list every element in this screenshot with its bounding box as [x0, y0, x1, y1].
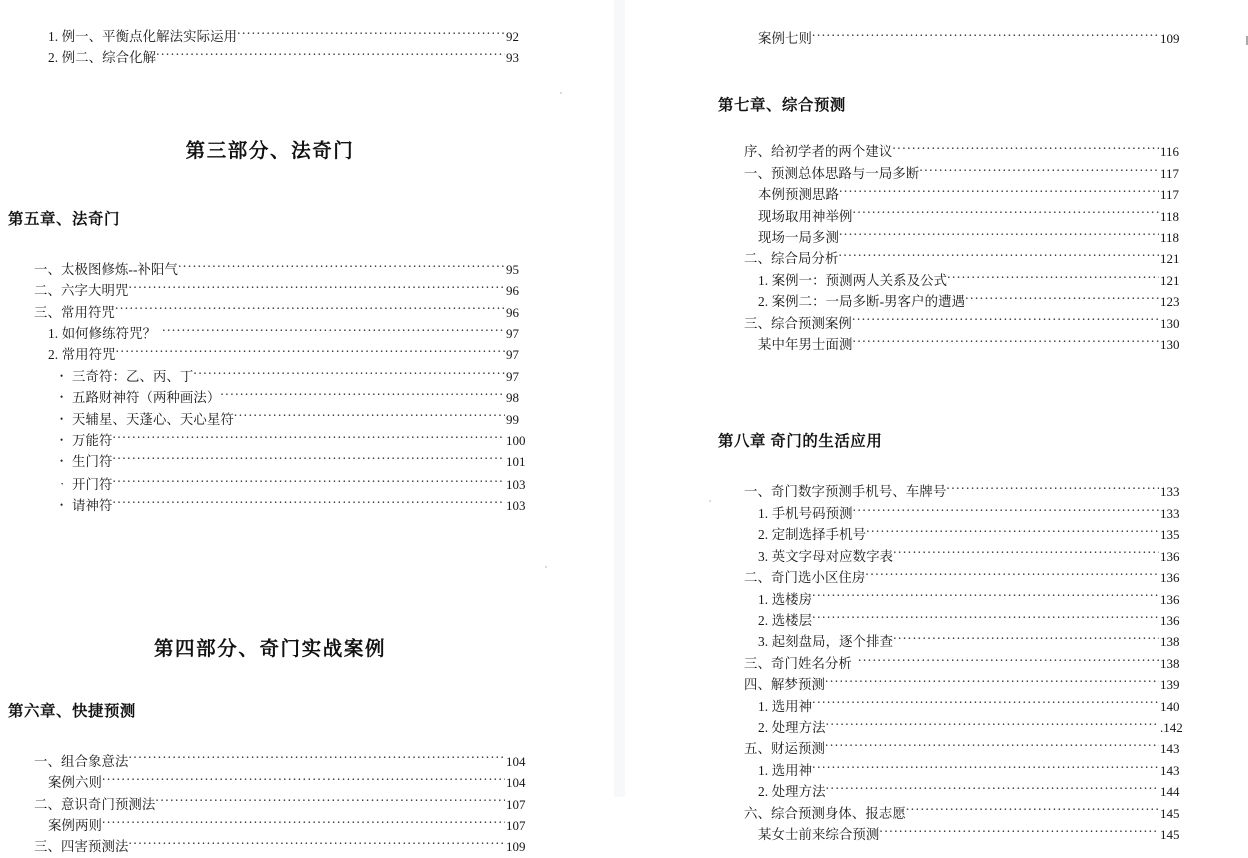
toc-dot-leader	[102, 774, 505, 787]
toc-entry-label: 六、综合预测身体、报志愿	[744, 805, 906, 821]
toc-entry[interactable]	[0, 387, 540, 408]
toc-entry-label: 2. 定制选择手机号	[758, 527, 867, 543]
toc-entry-label: 2. 处理方法	[758, 784, 826, 800]
toc-entry-group	[0, 259, 540, 517]
toc-entry-group	[710, 28, 1194, 49]
toc-entry-label: 2. 案例二：一局多断-男客户的遭遇	[758, 294, 966, 310]
toc-page-number: 144	[1160, 784, 1180, 800]
spacer	[0, 721, 540, 751]
toc-dot-leader	[893, 633, 1159, 646]
toc-dot-leader	[919, 164, 1159, 177]
toc-page-number: 92	[506, 29, 519, 44]
toc-dot-leader	[112, 475, 505, 488]
toc-entry-label: 1. 选用神	[758, 698, 813, 714]
toc-entry-label: 1. 例一、平衡点化解法实际运用	[48, 29, 238, 44]
toc-entry-label: 现场取用神举例	[758, 208, 853, 224]
toc-entry[interactable]	[0, 751, 540, 772]
spacer	[0, 517, 540, 633]
toc-entry[interactable]	[710, 141, 1194, 162]
toc-entry-label: 一、组合象意法	[34, 753, 129, 769]
toc-entry[interactable]	[0, 26, 540, 47]
toc-entry[interactable]	[710, 481, 1194, 502]
toc-entry-label: 四、解梦预测	[744, 677, 825, 693]
toc-entry-label: 2. 例二、综合化解	[48, 50, 157, 66]
toc-page-number: 118	[1160, 230, 1180, 246]
toc-entry[interactable]	[710, 717, 1194, 738]
toc-entry-label: • 天辅星、天蓬心、天心星符	[60, 409, 234, 430]
toc-page-number: 109	[506, 839, 526, 855]
toc-entry[interactable]	[710, 824, 1194, 845]
toc-dot-leader	[826, 719, 1159, 732]
toc-entry-label: 1. 案例一：预测两人关系及公式	[758, 272, 948, 288]
toc-entry-group	[710, 141, 1194, 355]
toc-entry[interactable]	[0, 495, 540, 516]
toc-dot-leader	[128, 282, 505, 295]
scan-speck	[560, 92, 562, 94]
toc-dot-leader	[965, 293, 1159, 306]
toc-page-number: 97	[506, 326, 519, 342]
toc-dot-leader	[812, 612, 1159, 625]
toc-entry[interactable]	[0, 302, 540, 323]
toc-entry[interactable]	[710, 28, 1194, 49]
toc-page-number: 138	[1160, 655, 1180, 671]
toc-entry-label: 2. 选楼层	[758, 612, 813, 628]
toc-page-number: 123	[1160, 294, 1180, 310]
toc-dot-leader	[865, 569, 1159, 582]
toc-page-number: 138	[1160, 634, 1180, 650]
toc-dot-leader	[812, 697, 1159, 710]
toc-dot-leader	[825, 740, 1159, 753]
toc-entry[interactable]	[710, 738, 1194, 759]
toc-dot-leader	[102, 817, 505, 830]
left-page	[0, 0, 624, 855]
toc-entry[interactable]	[710, 610, 1194, 631]
toc-page-number: 133	[1160, 505, 1180, 521]
toc-page-number: 121	[1160, 251, 1180, 267]
part-title: 第三部分、法奇门	[185, 140, 355, 162]
toc-entry[interactable]	[710, 503, 1194, 524]
toc-dot-leader	[839, 186, 1159, 199]
toc-dot-leader	[892, 143, 1159, 156]
toc-entry-group	[0, 26, 540, 69]
toc-page-number: 136	[1160, 548, 1180, 564]
toc-dot-leader	[853, 504, 1159, 517]
toc-entry-label: 3. 起刻盘局，逐个排查	[758, 634, 894, 650]
toc-dot-leader	[879, 826, 1159, 839]
scan-speck	[545, 566, 547, 568]
toc-entry-label: • 三奇符：乙、丙、丁	[60, 366, 193, 387]
toc-dot-leader	[193, 367, 505, 380]
toc-entry[interactable]	[710, 781, 1194, 802]
spacer	[0, 661, 540, 699]
toc-page-number: 145	[1160, 826, 1180, 842]
toc-dot-leader	[812, 30, 1159, 43]
toc-dot-leader	[220, 389, 505, 402]
toc-dot-leader	[866, 526, 1159, 539]
toc-entry[interactable]	[710, 184, 1194, 205]
toc-dot-leader	[112, 497, 505, 510]
toc-dot-leader	[155, 795, 505, 808]
toc-entry[interactable]	[710, 589, 1194, 610]
toc-entry-label: 2. 常用符咒	[48, 347, 116, 363]
toc-entry[interactable]	[710, 524, 1194, 545]
toc-entry-label: · 开门符	[60, 473, 112, 495]
toc-entry-label: 二、意识奇门预测法	[34, 796, 156, 812]
toc-entry[interactable]	[710, 696, 1194, 717]
toc-dot-leader	[852, 314, 1159, 327]
toc-entry[interactable]	[710, 206, 1194, 227]
toc-entry-label: 一、奇门数字预测手机号、车牌号	[744, 484, 947, 500]
toc-dot-leader	[112, 453, 505, 466]
toc-entry[interactable]	[710, 334, 1194, 355]
toc-page-number: 117	[1160, 165, 1180, 181]
toc-dot-leader	[812, 590, 1159, 603]
toc-entry-label: 1. 手机号码预测	[758, 505, 853, 521]
toc-page-number: 139	[1160, 677, 1180, 693]
toc-dot-leader	[128, 838, 505, 851]
toc-page-number: 136	[1160, 570, 1180, 586]
toc-entry[interactable]	[710, 760, 1194, 781]
toc-entry-label: 三、常用符咒	[34, 304, 115, 320]
spacer	[710, 49, 1194, 93]
toc-entry-label: 二、六字大明咒	[34, 283, 129, 299]
toc-dot-leader	[826, 783, 1159, 796]
spacer	[0, 163, 540, 207]
toc-dot-leader	[116, 346, 505, 359]
toc-entry[interactable]	[0, 47, 540, 68]
toc-page-number: 97	[506, 347, 519, 363]
toc-entry-label: • 万能符	[60, 430, 112, 451]
toc-entry[interactable]	[710, 546, 1194, 567]
toc-page-number: 145	[1160, 805, 1180, 821]
toc-page-number: 101	[506, 454, 526, 470]
toc-entry-label: 序、给初学者的两个建议	[744, 144, 893, 160]
toc-entry-label: 案例六则	[48, 775, 102, 791]
toc-page-number: 143	[1160, 741, 1180, 757]
toc-entry-label: • 五路财神符（两种画法）	[60, 387, 220, 408]
toc-entry[interactable]	[0, 409, 540, 430]
toc-page-number: 99	[506, 411, 519, 427]
toc-page-number: 104	[506, 753, 526, 769]
toc-entry-label: • 请神符	[60, 495, 112, 516]
toc-page-number: 135	[1160, 527, 1180, 543]
toc-page-number: 103	[506, 498, 526, 514]
toc-entry[interactable]	[710, 803, 1194, 824]
toc-page-number: 104	[506, 775, 526, 791]
spacer	[0, 229, 540, 259]
toc-page-number: 109	[1160, 31, 1180, 46]
toc-dot-leader	[237, 28, 505, 41]
toc-entry-label: 三、奇门姓名分析	[744, 655, 852, 671]
toc-entry-label: 3. 英文字母对应数字表	[758, 548, 894, 564]
toc-dot-leader	[839, 229, 1159, 242]
toc-entry-label: 二、奇门选小区住房	[744, 570, 866, 586]
toc-entry-label: 一、太极图修炼--补阳气	[34, 261, 179, 277]
toc-entry-label: 三、综合预测案例	[744, 315, 852, 331]
toc-entry-group	[0, 751, 540, 858]
toc-dot-leader	[838, 250, 1159, 263]
chapter-title: 第六章、快捷预测	[8, 702, 136, 720]
toc-page-number: 100	[506, 433, 526, 449]
toc-entry[interactable]	[710, 674, 1194, 695]
toc-page-number: 96	[506, 304, 519, 320]
toc-dot-leader	[893, 547, 1159, 560]
toc-dot-leader	[178, 260, 505, 273]
toc-page-number: 136	[1160, 612, 1180, 628]
toc-dot-leader	[946, 483, 1159, 496]
toc-dot-leader	[906, 804, 1159, 817]
toc-dot-leader	[852, 207, 1159, 220]
spacer	[0, 69, 540, 135]
scan-speck	[709, 500, 711, 502]
toc-page-number: 130	[1160, 337, 1180, 353]
toc-entry-label: 案例七则	[758, 31, 812, 46]
toc-page-number: 97	[506, 368, 519, 384]
toc-dot-leader	[947, 271, 1159, 284]
spacer	[710, 355, 1194, 429]
toc-page-number: 93	[506, 50, 519, 66]
toc-entry-label: 现场一局多测	[758, 230, 839, 246]
toc-entry[interactable]	[0, 323, 540, 344]
toc-entry-label: 1. 选用神	[758, 762, 813, 778]
toc-entry-label: 2. 处理方法	[758, 719, 826, 735]
toc-page-number: 116	[1160, 144, 1180, 160]
toc-entry[interactable]	[710, 163, 1194, 184]
part-title: 第四部分、奇门实战案例	[153, 638, 387, 660]
toc-page-number: 121	[1160, 272, 1180, 288]
toc-page-number: 133	[1160, 484, 1180, 500]
chapter-title: 第五章、法奇门	[8, 210, 120, 228]
toc-page-number: 136	[1160, 591, 1180, 607]
chapter-title: 第八章 奇门的生活应用	[718, 433, 883, 451]
toc-entry[interactable]	[0, 280, 540, 301]
toc-entry[interactable]	[0, 836, 540, 857]
toc-entry[interactable]	[0, 815, 540, 836]
toc-entry[interactable]	[0, 259, 540, 280]
toc-page-number: 117	[1160, 187, 1180, 203]
toc-entry-label: 一、预测总体思路与一局多断	[744, 165, 920, 181]
toc-entry-group	[710, 481, 1194, 845]
toc-page-number: 130	[1160, 315, 1180, 331]
toc-entry[interactable]	[0, 451, 540, 472]
toc-page-number: 140	[1160, 698, 1180, 714]
toc-dot-leader	[112, 432, 505, 445]
toc-entry[interactable]	[0, 473, 540, 495]
toc-entry[interactable]	[0, 430, 540, 451]
toc-page-number: .142	[1160, 719, 1183, 735]
toc-dot-leader	[852, 336, 1159, 349]
toc-page-number: 96	[506, 283, 519, 299]
toc-dot-leader	[852, 654, 1159, 667]
spacer	[710, 451, 1194, 481]
toc-entry-label: 某女士前来综合预测	[758, 826, 880, 842]
toc-entry[interactable]	[710, 567, 1194, 588]
toc-dot-leader	[128, 752, 505, 765]
toc-entry[interactable]	[710, 653, 1194, 674]
toc-entry-label: 案例两则	[48, 817, 102, 833]
toc-page-number: 98	[506, 390, 519, 406]
toc-entry[interactable]	[710, 631, 1194, 652]
toc-entry-label: • 生门符	[60, 451, 112, 472]
toc-entry[interactable]	[710, 248, 1194, 269]
toc-entry-label: 本例预测思路	[758, 187, 839, 203]
right-page	[624, 0, 1248, 842]
spacer	[710, 16, 1194, 28]
spacer	[710, 115, 1194, 141]
chapter-title: 第七章、综合预测	[718, 97, 846, 115]
toc-page-number: 107	[506, 796, 526, 812]
toc-dot-leader	[812, 761, 1159, 774]
toc-entry-label: 某中年男士面测	[758, 337, 853, 353]
toc-entry[interactable]	[0, 366, 540, 387]
toc-entry[interactable]	[0, 344, 540, 365]
toc-entry-label: 三、四害预测法	[34, 839, 129, 855]
toc-page-number: 107	[506, 817, 526, 833]
toc-page-number: 143	[1160, 762, 1180, 778]
right-page-content	[624, 0, 1248, 845]
toc-entry-label: 1. 选楼房	[758, 591, 813, 607]
toc-entry-label: 二、综合局分析	[744, 251, 839, 267]
toc-entry[interactable]	[0, 772, 540, 793]
toc-page-number: 118	[1160, 208, 1180, 224]
toc-dot-leader	[234, 410, 505, 423]
toc-dot-leader	[156, 49, 505, 62]
toc-entry-label: 1. 如何修练符咒？	[48, 326, 157, 342]
toc-page-number: 95	[506, 261, 519, 277]
toc-entry[interactable]	[710, 313, 1194, 334]
toc-entry[interactable]	[710, 270, 1194, 291]
toc-dot-leader	[156, 325, 505, 338]
toc-entry[interactable]	[710, 227, 1194, 248]
toc-dot-leader	[825, 676, 1159, 689]
toc-dot-leader	[115, 303, 505, 316]
toc-entry-label: 五、财运预测	[744, 741, 825, 757]
toc-entry[interactable]	[710, 291, 1194, 312]
toc-page-number: 103	[506, 476, 526, 492]
